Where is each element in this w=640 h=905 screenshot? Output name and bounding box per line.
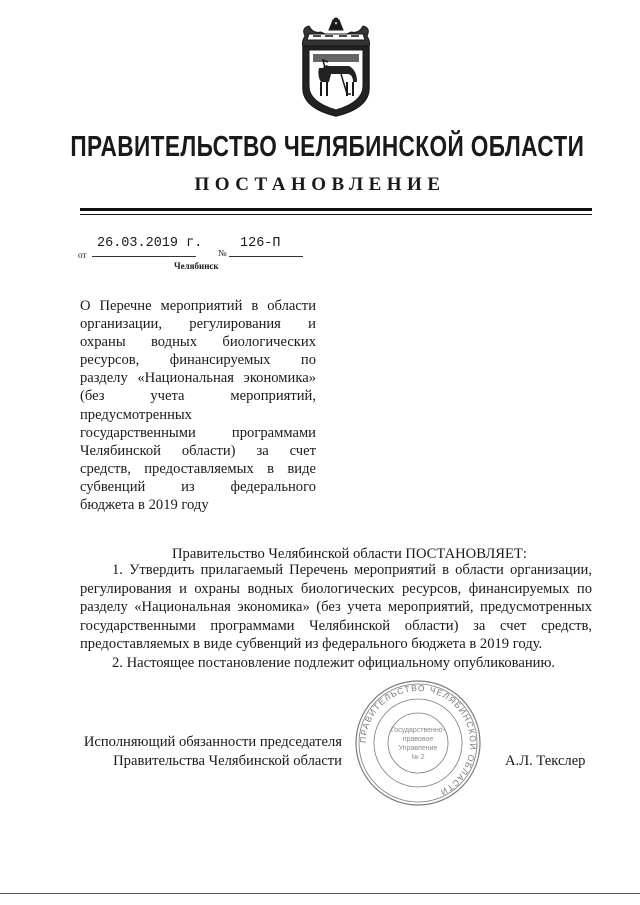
signatory-title-line: Исполняющий обязанности председателя <box>83 734 342 750</box>
date-underline <box>92 256 196 257</box>
city-label: Челябинск <box>174 261 219 271</box>
stamp-outer-text: ПРАВИТЕЛЬСТВО ЧЕЛЯБИНСКОЙ ОБЛАСТИ <box>357 682 479 798</box>
bottom-rule <box>0 893 640 894</box>
header-rule-thick <box>80 208 592 211</box>
signatory-name: А.Л. Текслер <box>505 753 586 769</box>
subject-line: охраны водных биологических <box>80 334 316 351</box>
subject-line: разделу «Национальная экономика» <box>80 370 316 387</box>
subject-line: Челябинской области) за счет <box>80 442 316 459</box>
subject-line: предусмотренных <box>80 406 192 423</box>
document-type: ПОСТАНОВЛЕНИЕ <box>194 174 446 195</box>
subject-line: организации, регулирования и <box>80 316 316 333</box>
subject-line: средств, предоставляемых в виде <box>80 460 316 477</box>
signatory-title-line: Правительства Челябинской области <box>113 753 342 769</box>
official-stamp <box>352 679 484 807</box>
document-number: 126-П <box>240 236 281 251</box>
header-rule-thin <box>80 214 592 215</box>
government-title: ПРАВИТЕЛЬСТВО ЧЕЛЯБИНСКОЙ ОБЛАСТИ <box>70 131 585 163</box>
date-prefix: от <box>78 250 87 260</box>
subject-line: государственными программами <box>80 424 316 441</box>
subject-line: субвенций из федерального <box>80 478 316 495</box>
stamp-center-line: Управление <box>398 745 438 752</box>
stamp-center-line: № 2 <box>411 754 425 761</box>
subject-line: О Перечне мероприятий в области <box>80 298 316 314</box>
subject-line: бюджета в 2019 году <box>80 497 209 514</box>
resolution-paragraph-1: 1. Утвердить прилагаемый Перечень мероприятий в области организации, регулирования и охраны водных биологических ресурсов, финансируемых по разделу «Национальная экономика» (без учета мероприятий, предусмотренных государственными программами Челябинской области) за счет средств, предоставляемых в виде субвенций из федерального бюджета в 2019 году. <box>80 562 592 653</box>
resolution-paragraph-2: 2. Настоящее постановление подлежит официальному опубликованию. <box>112 654 556 671</box>
stamp-center-line: Государственно- <box>390 727 446 734</box>
signatory-title <box>78 733 342 771</box>
number-underline <box>229 256 303 257</box>
coat-of-arms-emblem <box>291 16 381 118</box>
subject-line: ресурсов, финансируемых по <box>80 352 316 369</box>
subject-line: (без учета мероприятий, <box>80 388 316 405</box>
preamble: Правительство Челябинской области ПОСТАНОВЛЯЕТ: <box>172 546 527 562</box>
stamp-center-line: правовое <box>402 736 434 743</box>
document-date: 26.03.2019 г. <box>97 236 203 251</box>
number-prefix: № <box>218 248 227 258</box>
document-subject <box>80 297 316 514</box>
resolution-body <box>80 561 592 673</box>
